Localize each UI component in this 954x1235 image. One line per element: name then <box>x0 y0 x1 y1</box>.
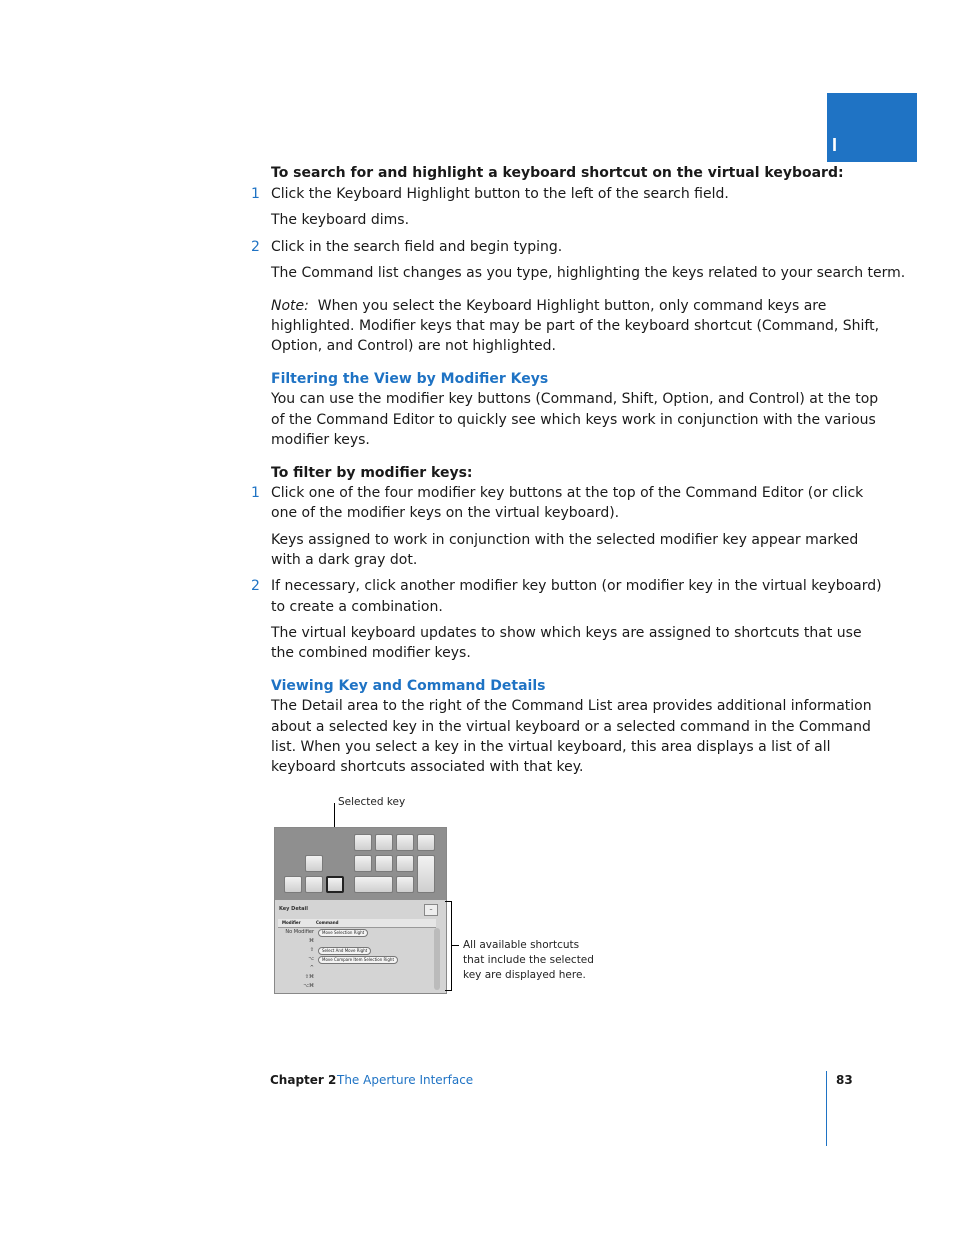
keyboard-key <box>375 855 393 872</box>
row-command: Move Compare Item Selection Right <box>318 956 398 964</box>
note-line: highlighted. Modifier keys that may be part of the keyboard shortcut (Command, Shift, <box>271 318 880 334</box>
step-result: the combined modifier keys. <box>271 645 471 661</box>
footer-divider <box>826 1071 827 1146</box>
row-modifier: No Modifier <box>285 929 314 935</box>
keyboard-key <box>417 855 435 893</box>
step-number: 1 <box>251 186 260 202</box>
callout-shortcuts-line: All available shortcuts <box>463 939 580 951</box>
keyboard-key <box>354 855 372 872</box>
row-modifier: ^ <box>309 965 314 971</box>
bracket-pointer <box>452 945 459 946</box>
note-line: Option, and Control) are not highlighted. <box>271 338 556 354</box>
body-line: You can use the modifier key buttons (Command, Shift, Option, and Control) at the top <box>271 391 879 407</box>
row-modifier: ⇧ <box>309 947 314 953</box>
key-detail-screenshot <box>274 827 447 994</box>
bracket-bottom <box>445 990 452 991</box>
keyboard-key <box>354 876 393 893</box>
keyboard-key <box>417 834 435 851</box>
body-line: keyboard shortcuts associated with that key. <box>271 759 584 775</box>
row-modifier: ⌥⌘ <box>303 983 314 989</box>
scrollbar <box>434 928 440 990</box>
selected-key <box>326 876 344 893</box>
keyboard-key <box>305 855 323 872</box>
body-line: modifier keys. <box>271 432 370 448</box>
keyboard-key <box>396 855 414 872</box>
key-detail-panel <box>275 900 446 993</box>
body-line: about a selected key in the virtual keyboard or a selected command in the Command <box>271 719 871 735</box>
body-line: The Detail area to the right of the Command List area provides additional information <box>271 698 872 714</box>
step-text: If necessary, click another modifier key button (or modifier key in the virtual keyboard) <box>271 578 882 594</box>
key-detail-title: Key Detail <box>279 906 308 912</box>
virtual-keyboard <box>275 828 446 900</box>
step-text: Click the Keyboard Highlight button to the left of the search field. <box>271 186 729 202</box>
section-title-details: Viewing Key and Command Details <box>271 678 546 694</box>
row-command: Select And Move Right <box>318 947 371 955</box>
step-number: 1 <box>251 485 260 501</box>
row-modifier: ⇧⌘ <box>304 974 314 980</box>
callout-selected-key: Selected key <box>338 796 406 808</box>
body-line: of the Command Editor to quickly see which keys work in conjunction with the various <box>271 412 876 428</box>
task-heading-search: To search for and highlight a keyboard shortcut on the virtual keyboard: <box>271 165 844 181</box>
step-number: 2 <box>251 578 260 594</box>
collapse-button: – <box>424 904 438 916</box>
keyboard-key <box>354 834 372 851</box>
step-result: The Command list changes as you type, highlighting the keys related to your search term. <box>271 265 906 281</box>
note-text: When you select the Keyboard Highlight button, only command keys are <box>317 298 827 314</box>
note-line <box>271 296 826 317</box>
page-number: 83 <box>836 1073 853 1087</box>
callout-shortcuts-line: that include the selected <box>463 954 594 966</box>
keyboard-key <box>375 834 393 851</box>
bracket-line <box>451 901 452 991</box>
footer-chapter: Chapter 2 <box>270 1073 337 1087</box>
step-text: Click in the search field and begin typing. <box>271 239 563 255</box>
keyboard-key <box>284 876 302 893</box>
callout-shortcuts-line: key are displayed here. <box>463 969 586 981</box>
detail-table-header <box>278 919 436 928</box>
keyboard-key <box>305 876 323 893</box>
row-modifier: ⌘ <box>309 938 314 944</box>
step-result: Keys assigned to work in conjunction with the selected modifier key appear marked <box>271 532 859 548</box>
chapter-tab-letter: I <box>832 135 838 155</box>
step-number: 2 <box>251 239 260 255</box>
body-line: list. When you select a key in the virtual keyboard, this area displays a list of all <box>271 739 831 755</box>
section-title-filtering: Filtering the View by Modifier Keys <box>271 371 549 387</box>
row-command: Move Selection Right <box>318 929 368 937</box>
step-result: with a dark gray dot. <box>271 552 418 568</box>
note-label: Note: <box>271 298 309 314</box>
footer-chapter-title: The Aperture Interface <box>337 1073 474 1087</box>
keyboard-key <box>396 876 414 893</box>
step-result: The keyboard dims. <box>271 212 410 228</box>
keyboard-key <box>396 834 414 851</box>
col-command: Command <box>316 920 339 925</box>
chapter-tab <box>827 93 917 162</box>
step-result: The virtual keyboard updates to show which keys are assigned to shortcuts that use <box>271 625 862 641</box>
step-text: to create a combination. <box>271 599 443 615</box>
task-heading-filter: To filter by modifier keys: <box>271 465 473 481</box>
step-text: Click one of the four modifier key buttons at the top of the Command Editor (or click <box>271 485 864 501</box>
row-modifier: ⌥ <box>308 956 314 962</box>
step-text: one of the modifier keys on the virtual keyboard). <box>271 505 620 521</box>
col-modifier: Modifier <box>282 920 301 925</box>
